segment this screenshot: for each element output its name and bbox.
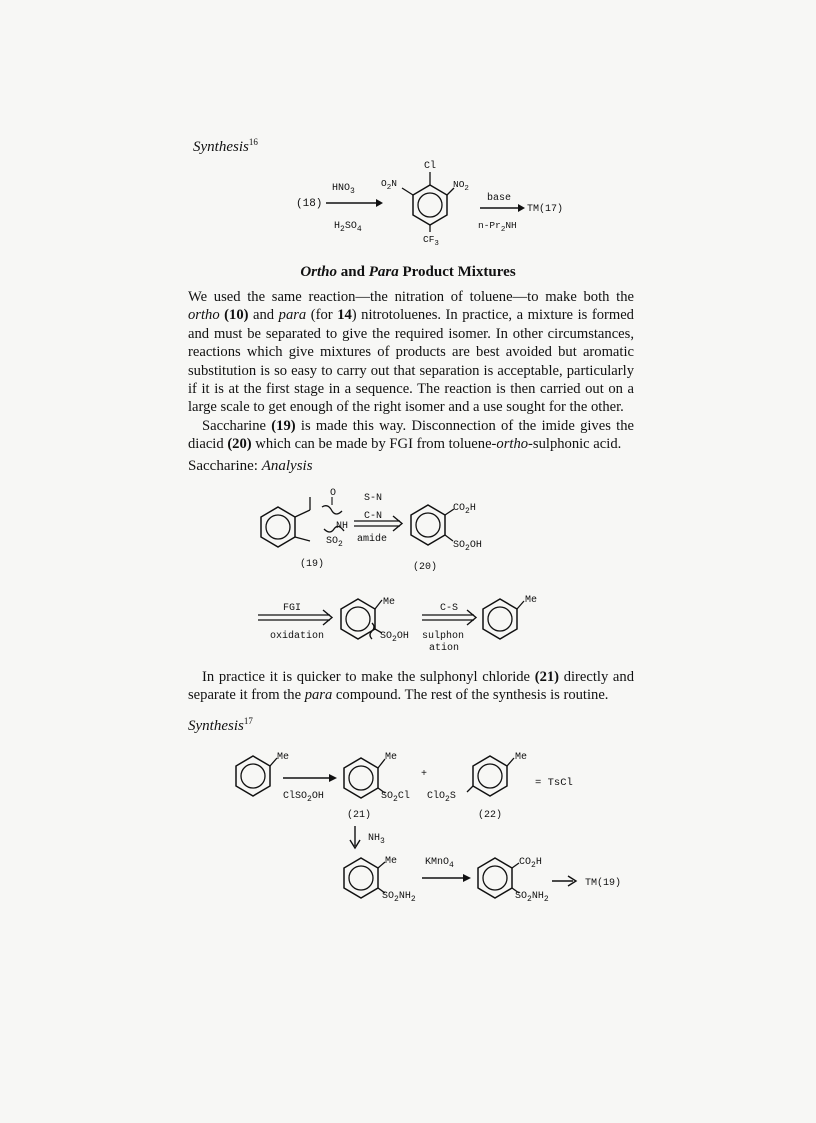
benzene-ring-toluene	[483, 599, 517, 639]
scheme-2-analysis	[250, 485, 580, 660]
substituent-no2: $NO_2$	[453, 179, 469, 193]
tscl-label: = TsCl	[535, 777, 573, 789]
paragraph-nitration: We used the same reaction—the nitration of toluene—to make both the ortho (10) and para (for 14) nitrotoluenes. In practice, a mixture is formed and must be separated to give the required isomer. In other circumstances, reactions which give mixtures of products are best avoided but aromatic substitution is so easy to carry out that separation is acceptable, particularly if it is at the first stage in a sequence. The reaction is then carried out on a large scale to get enough of the right isomer and a use sought for the other. Saccharine (19) is made this way. Disconnection of the imide gives the diacid (20) which can be made by FGI from toluene-ortho-sulphonic acid.	[188, 289, 634, 453]
retrosynthesis-arrow-1	[393, 516, 402, 531]
label-22: (22)	[478, 810, 503, 821]
substituent-so2cl: $SO_2Cl$	[381, 791, 410, 804]
scheme-1-nitration	[290, 150, 610, 255]
reaction-arrowhead-2	[518, 204, 525, 212]
oxidation-label: oxidation	[270, 631, 325, 642]
scheme-3-synthesis	[225, 738, 635, 918]
substituent-cl: Cl	[424, 161, 437, 172]
sulfonyl-so2: $SO_2$	[326, 536, 343, 549]
plus-sign: +	[421, 769, 428, 780]
benzene-ring-19	[261, 507, 295, 547]
reagent-kmno4: KMnO$_4$	[425, 857, 454, 870]
label-20: (20)	[413, 562, 438, 573]
substituent-so2oh-b: $SO_2OH$	[380, 631, 409, 644]
substituent-cf3: $CF_3$	[423, 234, 439, 248]
section-title-ortho-para: Ortho and Para Product Mixtures	[300, 264, 516, 280]
imide-nh: NH	[336, 521, 349, 532]
benzene-ring-20	[411, 505, 445, 545]
benzene-ring-acid-sulfonamide	[478, 858, 512, 898]
start-compound-label: (18)	[296, 198, 323, 210]
retrosynthesis-arrow-2	[323, 610, 332, 625]
benzene-ring-toluene-start	[236, 756, 270, 796]
section-heading-saccharine-analysis: Saccharine: Analysis	[188, 458, 313, 474]
substituent-so2nh2: $SO_2NH_2$	[382, 891, 416, 904]
substituent-co2h-final: $CO_2H$	[519, 857, 542, 870]
sulphonation-label-2: ation	[429, 643, 460, 654]
retrosynthesis-arrow-3	[467, 610, 476, 625]
substituent-me-2: Me	[525, 595, 538, 606]
substituent-me-22: Me	[515, 752, 528, 763]
disconnection-amide: amide	[357, 534, 388, 545]
label-21: (21)	[347, 810, 372, 821]
substituent-so2nh2-final: $SO_2NH_2$	[515, 891, 549, 904]
reagent-npr2nh: $n-Pr_2NH$	[478, 220, 517, 234]
cs-label: C-S	[440, 603, 459, 614]
disconnection-sn: S-N	[364, 493, 383, 504]
substituent-clo2s: ClO$_2$S	[427, 791, 456, 804]
reagent-base: base	[487, 193, 512, 204]
substituent-co2h: $CO_2H$	[453, 503, 476, 516]
reagent-clso2oh: ClSO$_2$OH	[283, 791, 324, 804]
benzene-ring-18	[413, 185, 447, 225]
label-19: (19)	[300, 559, 325, 570]
substituent-me-21: Me	[385, 752, 398, 763]
paragraph-sulphonyl-chloride: In practice it is quicker to make the sulphonyl chloride (21) directly and separate it from the para compound. The rest of the synthesis is routine.	[188, 669, 634, 704]
carbonyl-o: O	[330, 488, 337, 499]
section-heading-synthesis-17: Synthesis$^{17}$	[188, 716, 253, 734]
reagent-hno3: $HNO_3$	[332, 183, 355, 196]
product-tm17: TM(17)	[527, 204, 564, 215]
reagent-nh3: $NH_3$	[368, 833, 385, 846]
section-heading-synthesis-16: Synthesis$^{16}$	[193, 137, 258, 155]
reagent-h2so4: $H_2SO_4$	[334, 221, 362, 234]
product-tm19: TM(19)	[585, 878, 622, 889]
disconnection-squiggle-1	[322, 506, 342, 514]
substituent-so2oh: $SO_2OH$	[453, 540, 482, 553]
reaction-arrowhead-4	[463, 874, 471, 882]
substituent-me-1: Me	[277, 752, 290, 763]
benzene-ring-21	[344, 758, 378, 798]
reaction-arrowhead-3	[329, 774, 337, 782]
fgi-label: FGI	[283, 603, 302, 614]
disconnection-cn: C-N	[364, 511, 383, 522]
benzene-ring-22	[473, 756, 507, 796]
substituent-me-sulfonamide: Me	[385, 856, 398, 867]
substituent-o2n: $O_2N$	[381, 178, 397, 192]
benzene-ring-sulfonamide	[344, 858, 378, 898]
reaction-arrowhead-1	[376, 199, 383, 207]
substituent-me: Me	[383, 597, 396, 608]
sulphonation-label-1: sulphon	[422, 631, 465, 642]
